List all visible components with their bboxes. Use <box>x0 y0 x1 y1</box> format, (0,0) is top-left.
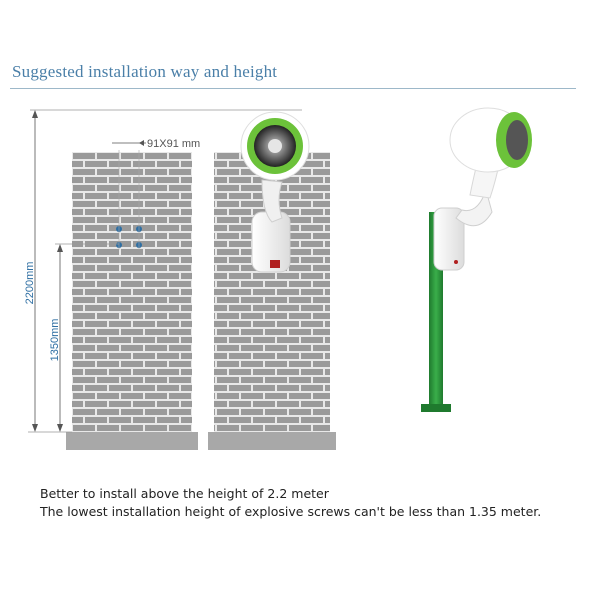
hole-spacing-label: 91X91 mm <box>147 138 201 150</box>
mist-fan-pole-mounted <box>434 108 532 270</box>
page-title: Suggested installation way and height <box>12 62 278 81</box>
height-label-1350: 1350mm <box>49 318 61 362</box>
note-line-2: The lowest installation height of explosive screws can't be less than 1.35 meter. <box>40 504 542 519</box>
height-label-2200: 2200mm <box>24 261 36 305</box>
note-line-1: Better to install above the height of 2.2 meter <box>40 486 329 501</box>
brick-wall-left <box>66 152 198 450</box>
